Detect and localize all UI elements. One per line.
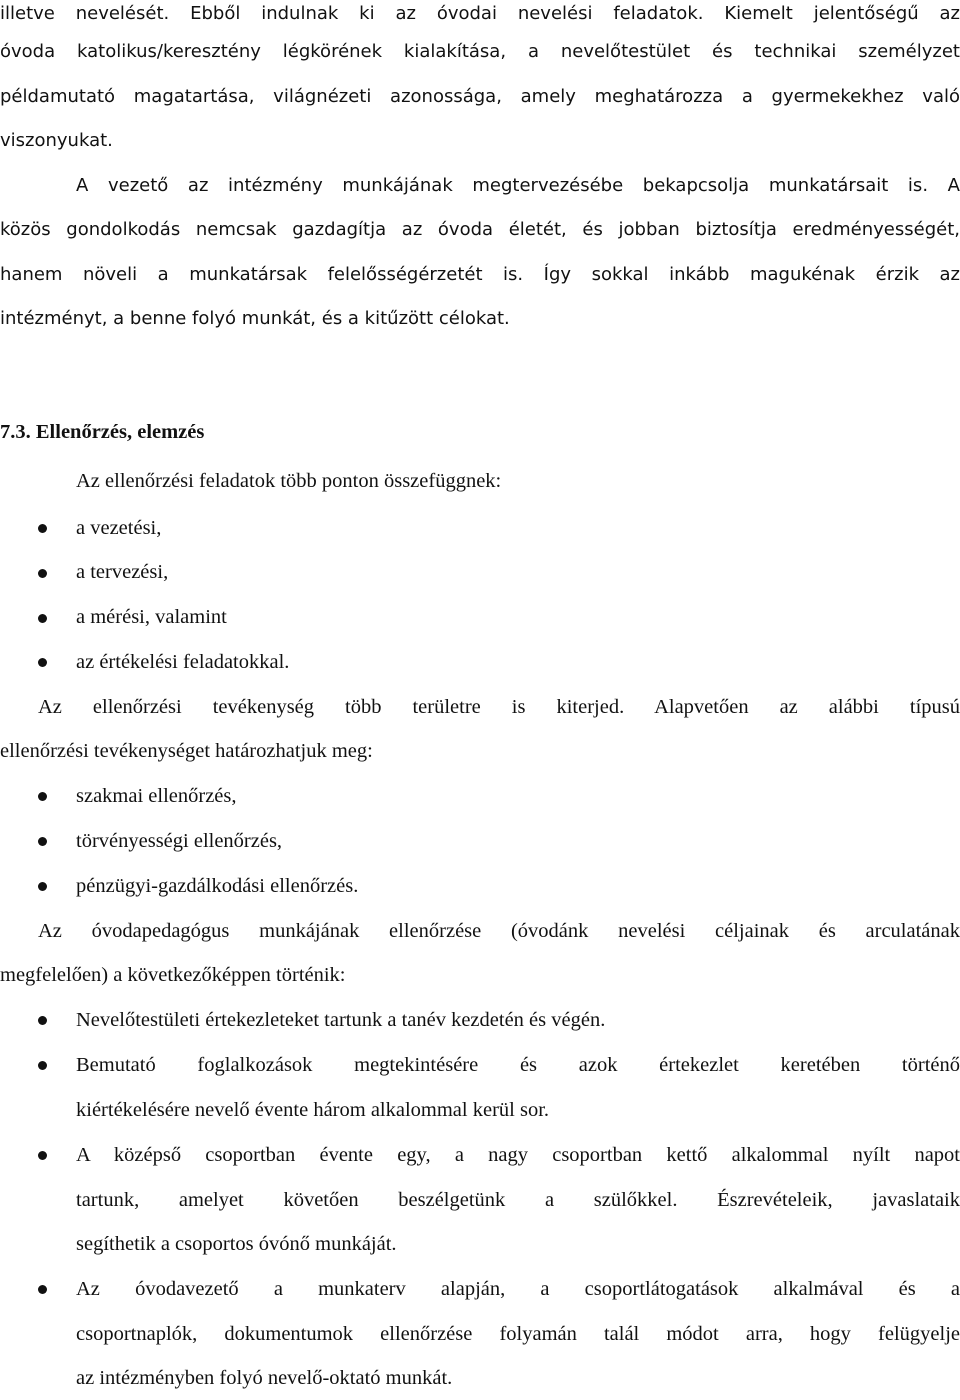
bullet-icon — [38, 1285, 47, 1294]
paragraph-line: óvoda katolikus/keresztény légkörének kialakítása, a nevelőtestület és technikai személyzet — [0, 41, 960, 62]
section-intro: Az ellenőrzési feladatok több ponton összefüggnek: — [76, 470, 502, 492]
list-item: a tervezési, — [76, 561, 169, 583]
bullet-icon — [38, 524, 47, 533]
list-item: Az óvodavezető a munkaterv alapján, a csoportlátogatások alkalmával és a — [76, 1278, 960, 1300]
list-item: A középső csoportban évente egy, a nagy csoportban kettő alkalommal nyílt napot — [76, 1144, 960, 1166]
list-item: a mérési, valamint — [76, 606, 227, 628]
list-item: az értékelési feladatokkal. — [76, 651, 290, 673]
list-item-continuation: segíthetik a csoportos óvónő munkáját. — [76, 1233, 397, 1255]
list-item-continuation: kiértékelésére nevelő évente három alkalommal kerül sor. — [76, 1099, 550, 1121]
section-heading: 7.3. Ellenőrzés, elemzés — [0, 421, 205, 443]
paragraph-line: viszonyukat. — [0, 130, 113, 151]
paragraph-line: A vezető az intézmény munkájának megtervezésébe bekapcsolja munkatársait is. A — [76, 175, 960, 196]
list-item: szakmai ellenőrzés, — [76, 785, 237, 807]
list-item: a vezetési, — [76, 517, 162, 539]
bullet-icon — [38, 837, 47, 846]
bullet-icon — [38, 1061, 47, 1070]
list-item-continuation: tartunk, amelyet követően beszélgetünk a szülőkkel. Észrevételeik, javaslataik — [76, 1189, 960, 1211]
bullet-icon — [38, 569, 47, 578]
paragraph-line: Az ellenőrzési tevékenység több területre is kiterjed. Alapvetően az alábbi típusú — [38, 696, 960, 718]
list-item: pénzügyi-gazdálkodási ellenőrzés. — [76, 875, 359, 897]
bullet-icon — [38, 1151, 47, 1160]
list-item: Nevelőtestületi értekezleteket tartunk a tanév kezdetén és végén. — [76, 1009, 606, 1031]
paragraph-line: példamutató magatartása, világnézeti azonossága, amely meghatározza a gyermekekhez való — [0, 86, 960, 107]
paragraph-line: hanem növeli a munkatársak felelősségérzetét is. Így sokkal inkább magukénak érzik az — [0, 264, 960, 285]
bullet-icon — [38, 882, 47, 891]
paragraph-line: Az óvodapedagógus munkájának ellenőrzése (óvodánk nevelési céljainak és arculatának — [38, 920, 960, 942]
list-item: törvényességi ellenőrzés, — [76, 830, 283, 852]
paragraph-line: intézményt, a benne folyó munkát, és a kitűzött célokat. — [0, 308, 510, 329]
list-item-continuation: az intézményben folyó nevelő-oktató munkát. — [76, 1367, 453, 1389]
paragraph-line: közös gondolkodás nemcsak gazdagítja az óvoda életét, és jobban biztosítja eredményességét, — [0, 219, 960, 240]
bullet-icon — [38, 658, 47, 667]
list-item: Bemutató foglalkozások megtekintésére és azok értekezlet keretében történő — [76, 1054, 960, 1076]
paragraph-line: megfelelően) a következőképpen történik: — [0, 964, 346, 986]
bullet-icon — [38, 614, 47, 623]
bullet-icon — [38, 1016, 47, 1025]
paragraph-line: illetve nevelését. Ebből indulnak ki az óvodai nevelési feladatok. Kiemelt jelentőségű az — [0, 3, 960, 24]
paragraph-line: ellenőrzési tevékenységet határozhatjuk meg: — [0, 740, 373, 762]
list-item-continuation: csoportnaplók, dokumentumok ellenőrzése folyamán talál módot arra, hogy felügyelje — [76, 1323, 960, 1345]
bullet-icon — [38, 792, 47, 801]
